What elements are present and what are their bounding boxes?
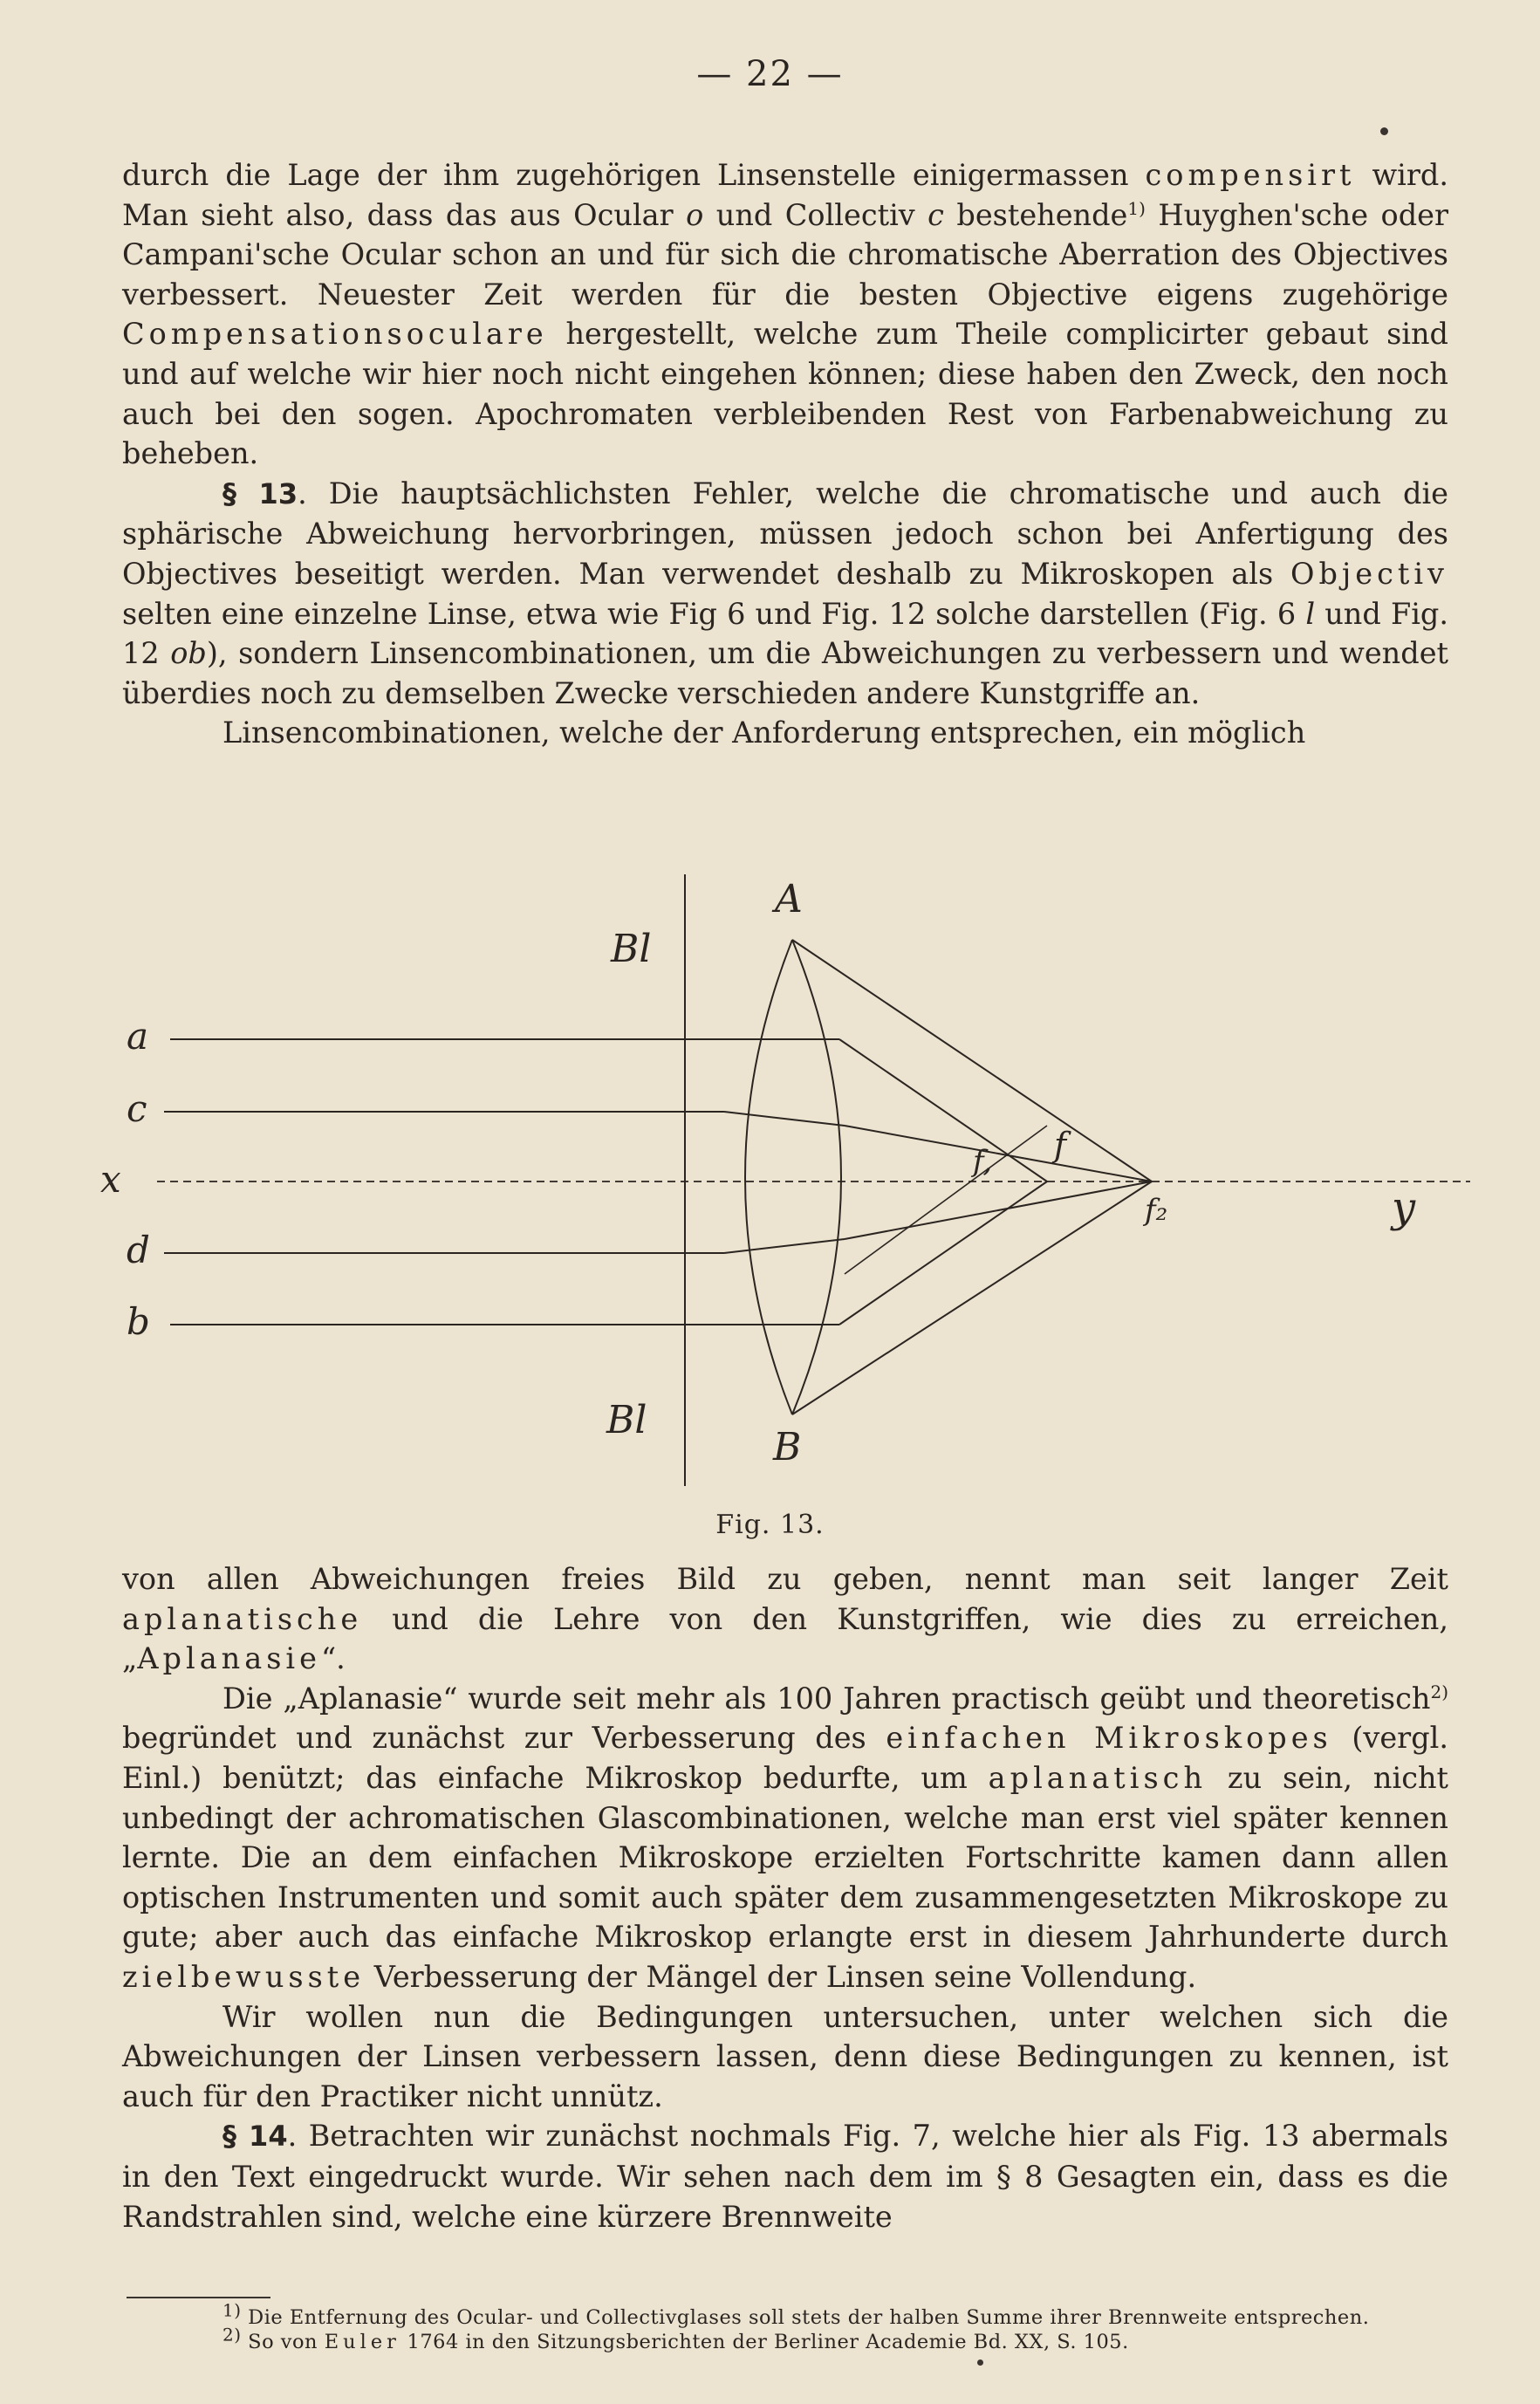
text-run: von allen Abweichungen freies Bild zu geben, nennt man seit langer Zeit	[122, 1562, 1448, 1596]
label-Bl-bottom: Bl	[606, 1398, 647, 1442]
text-run: Verbesserung der Mängel der Linsen seine Vollendung.	[365, 1959, 1197, 1994]
footnotes	[222, 2299, 1453, 2354]
text-run: selten eine einzelne Linse, etwa wie Fig 6 und Fig. 12 solche darstellen (Fig. 6	[122, 596, 1306, 631]
text-run: durch die Lage der ihm zugehörigen Linsenstelle einigermassen	[122, 158, 1146, 192]
label-y: y	[1392, 1183, 1416, 1232]
page-number: — 22 —	[696, 54, 844, 94]
text-run: ), sondern Linsencombinationen, um die Abweichungen zu verbessern und wendet überdies noch zu demselben Zwecke verschieden andere Kunstgriffe an.	[122, 636, 1448, 710]
text-run: Die Entfernung des Ocular- und Collectivglases soll stets der halben Summe ihrer Brennweite entsprechen.	[241, 2306, 1370, 2329]
text-run: aplanatische	[122, 1601, 363, 1636]
paragraph-section-14	[122, 2116, 1448, 2236]
footnote-2	[222, 2324, 1453, 2354]
text-run: und die Lehre von den Kunstgriffen, wie dies zu erreichen, „	[122, 1601, 1448, 1676]
text-run: . Die hauptsächlichsten Fehler, welche die chromatische und auch die sphärische Abweichung hervorbringen, müssen jedoch schon bei Anfertigung des Objectives beseitigt werden. Man verwendet deshalb zu Mikroskopen als	[122, 476, 1449, 591]
label-f1: f,	[973, 1144, 993, 1179]
text-run: hergestellt, welche zum Theile complicirter gebaut sind und auf welche wir hier noch nicht eingehen können; diese haben den Zweck, den noch auch bei den sogen. Apochromaten verbleibenden Rest von Farbenabweichung zu beheben.	[122, 317, 1448, 471]
text-block-top	[122, 155, 1448, 753]
text-run: einfachen Mikroskopes	[886, 1721, 1332, 1756]
text-run: Compensationsoculare	[122, 317, 548, 352]
footnote-marker: 1)	[222, 2299, 242, 2321]
label-A: A	[775, 877, 803, 921]
text-run: Linsencombinationen, welche der Anforderung entsprechen, ein möglich	[222, 716, 1306, 750]
text-run: Die „Aplanasie“ wurde seit mehr als 100 Jahren practisch geübt und theoretisch	[222, 1681, 1431, 1716]
label-x: x	[100, 1158, 121, 1201]
figure-13	[0, 864, 1540, 1501]
text-block-bottom	[122, 1559, 1448, 2236]
figure-caption: Fig. 13.	[715, 1510, 825, 1540]
text-run: ob	[170, 636, 207, 671]
label-a: a	[127, 1015, 149, 1058]
text-run: . Betrachten wir zunächst nochmals Fig. 7, welche hier als Fig. 13 abermals in den Text eingedruckt wurde. Wir sehen nach dem im § 8 Gesagten ein, dass es die Randstrahlen sind, welche eine kürzere Brennweite	[122, 2119, 1448, 2234]
paragraph-bedingungen	[122, 1997, 1448, 2117]
text-run: aplanatisch	[988, 1760, 1208, 1795]
text-run: Euler	[324, 2331, 400, 2353]
ray-A-edge	[792, 940, 1152, 1181]
text-run: § 14	[222, 2120, 288, 2154]
text-run: und Collectiv	[703, 197, 928, 232]
text-run: l	[1305, 596, 1316, 631]
print-speck	[977, 2359, 983, 2366]
footnote-rule	[127, 2297, 270, 2298]
lens-left-surface	[745, 940, 792, 1414]
ray-B-edge	[792, 1181, 1152, 1414]
text-run: § 13	[222, 476, 298, 510]
print-speck	[1380, 127, 1388, 135]
paragraph-compensation	[122, 155, 1448, 474]
label-c: c	[127, 1087, 147, 1130]
label-f2: f₂	[1145, 1193, 1168, 1228]
text-run: Huyghen'sche oder Campani'sche Ocular schon an und für sich die chromatische Aberration des Objectives verbessert. Neuester Zeit werden für die besten Objective eigens zugehörige	[122, 197, 1448, 312]
text-run: Objectiv	[1290, 556, 1448, 591]
text-run: “.	[320, 1641, 346, 1676]
text-run: So von	[241, 2331, 325, 2353]
text-run: bestehende	[943, 197, 1128, 232]
paragraph-aplanatische	[122, 1559, 1448, 1679]
lens-right-surface	[792, 940, 841, 1414]
text-run: und Fig. 12	[122, 596, 1449, 671]
text-run: begründet und zunächst zur Verbesserung des	[122, 1721, 886, 1756]
footnote-marker: 2)	[222, 2324, 242, 2346]
footnote-marker: 2)	[1430, 1681, 1448, 1702]
text-run: Wir wollen nun die Bedingungen untersuchen, unter welchen sich die Abweichungen der Linsen verbessern lassen, denn diese Bedingungen zu kennen, ist auch für den Practiker nicht unnütz.	[122, 1999, 1448, 2113]
label-Bl-top: Bl	[611, 927, 652, 971]
label-b: b	[127, 1300, 150, 1343]
text-run: compensirt	[1145, 158, 1356, 192]
text-run: (vergl. Einl.) benützt; das einfache Mikroskop bedurfte, um	[122, 1721, 1449, 1795]
text-run: 1764 in den Sitzungsberichten der Berliner Academie Bd. XX, S. 105.	[400, 2331, 1129, 2353]
paragraph-section-13	[122, 474, 1448, 714]
text-run: zielbewusste	[122, 1959, 366, 1994]
paragraph-aplanasie	[122, 1679, 1448, 1997]
text-run: wird. Man sieht also, dass das aus Ocular	[122, 158, 1448, 232]
paragraph-linsencombinationen	[122, 713, 1448, 753]
label-d: d	[127, 1229, 150, 1271]
footnote-marker: 1)	[1127, 197, 1146, 219]
text-run: Aplanasie	[137, 1641, 321, 1676]
label-B: B	[773, 1425, 802, 1469]
label-f: f	[1054, 1126, 1067, 1164]
footnote-1	[222, 2299, 1453, 2330]
lens-diagram	[0, 864, 1540, 1501]
text-run: c	[927, 197, 944, 232]
text-run: o	[686, 197, 704, 232]
text-run: zu sein, nicht unbedingt der achromatischen Glascombinationen, welche man erst viel später kennen lernte. Die an dem einfachen Mikroskope erzielten Fortschritte kamen dann allen optischen Instrumenten und somit auch später dem zusammengesetzten Mikroskope zu gute; aber auch das einfache Mikroskop erlangte erst in diesem Jahrhunderte durch	[122, 1760, 1449, 1955]
